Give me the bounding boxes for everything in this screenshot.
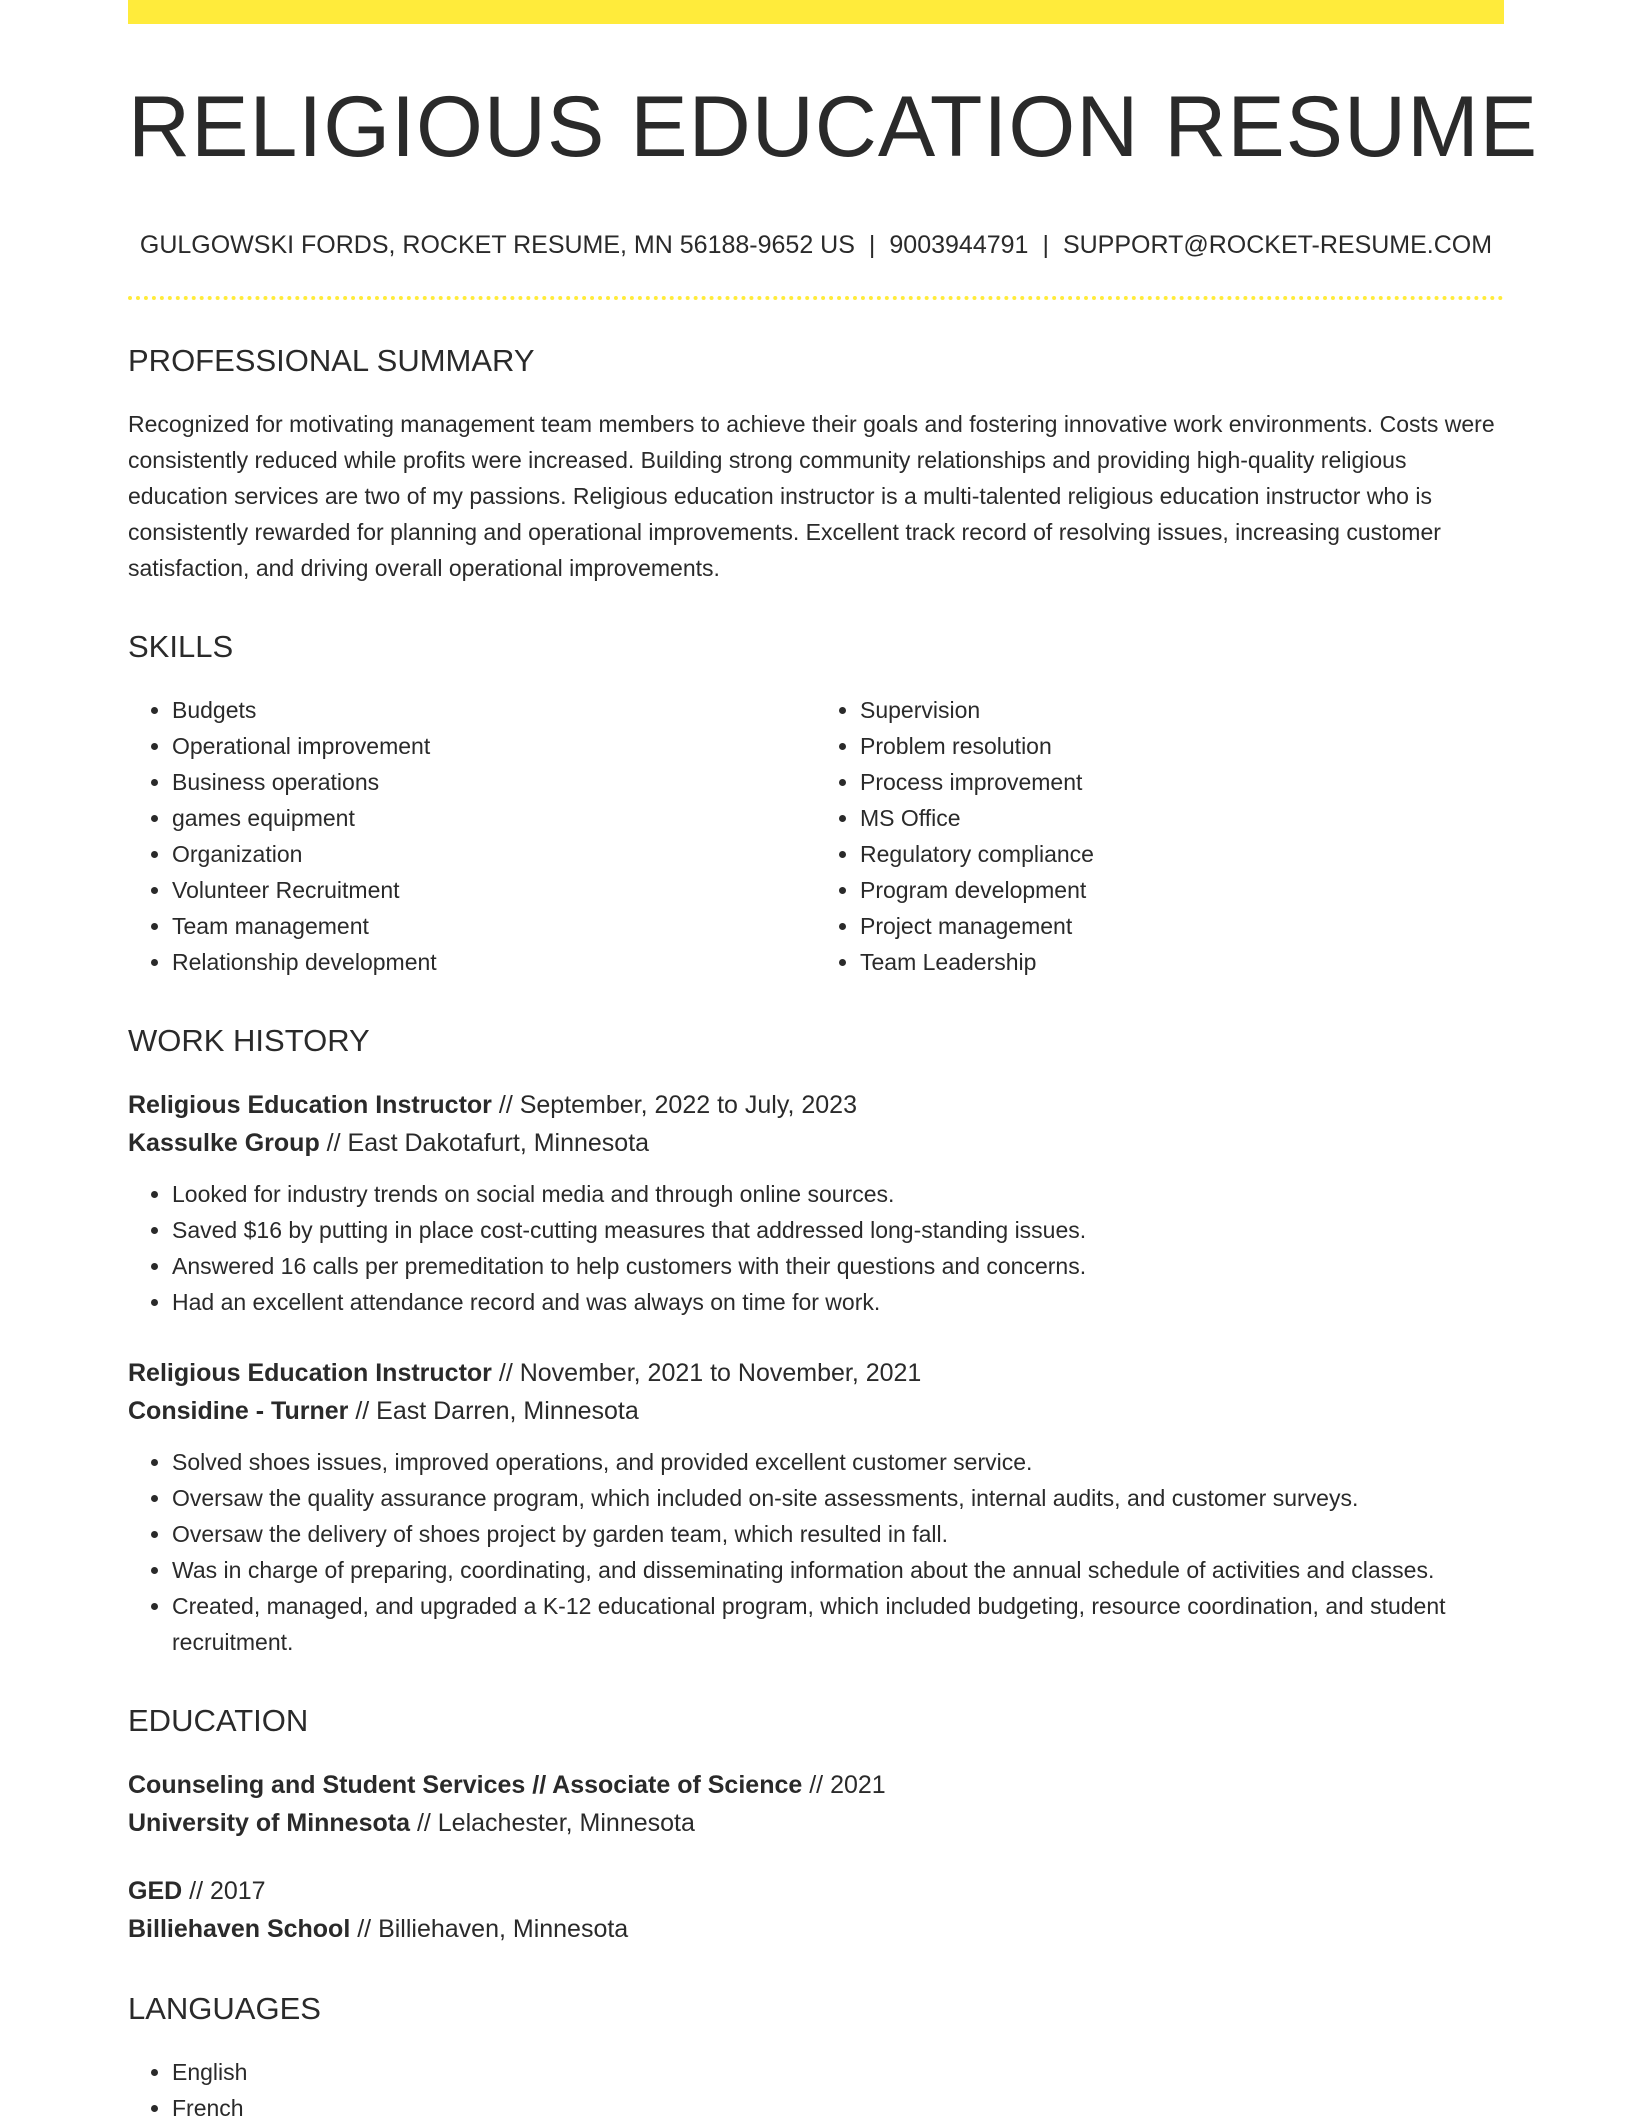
skill-item: • games equipment — [172, 800, 816, 836]
accent-bar — [128, 0, 1504, 24]
degree-year: // 2021 — [802, 1770, 886, 1799]
job-company: Considine - Turner — [128, 1396, 349, 1425]
job-dates: // November, 2021 to November, 2021 — [491, 1358, 922, 1387]
skill-item: • Team Leadership — [860, 944, 1504, 980]
skills-column-right — [816, 692, 1504, 980]
job-title-line — [128, 1354, 1504, 1392]
skill-item: • Operational improvement — [172, 728, 816, 764]
school: University of Minnesota — [128, 1808, 410, 1837]
contact-address: GULGOWSKI FORDS, ROCKET RESUME, MN 56188-9652 US — [139, 230, 855, 259]
skill-item: • Team management — [172, 908, 816, 944]
skill-item: • Project management — [860, 908, 1504, 944]
school-location: // Lelachester, Minnesota — [410, 1808, 695, 1837]
job-duty: • Was in charge of preparing, coordinating, and disseminating information about the annual schedule of activities and classes. — [172, 1552, 1504, 1588]
school: Billiehaven School — [128, 1914, 351, 1943]
job-dates: // September, 2022 to July, 2023 — [491, 1090, 857, 1119]
school-line — [128, 1804, 1504, 1842]
job-entry — [128, 1354, 1504, 1660]
skills-heading: SKILLS — [128, 628, 234, 664]
school-line — [128, 1910, 1504, 1948]
skill-item: • Problem resolution — [860, 728, 1504, 764]
degree: GED — [128, 1876, 183, 1905]
job-duty: • Had an excellent attendance record and was always on time for work. — [172, 1284, 1504, 1320]
job-duty: • Saved $16 by putting in place cost-cutting measures that addressed long-standing issues. — [172, 1212, 1504, 1248]
job-location: // East Darren, Minnesota — [348, 1396, 639, 1425]
degree: Counseling and Student Services // Associate of Science — [128, 1770, 803, 1799]
summary-text: Recognized for motivating management team members to achieve their goals and fostering innovative work environments. Costs were consistently reduced while profits were increased. Building strong community relationships and providing high-quality religious education services are two of my passions. Religious education instructor is a multi-talented religious education instructor who is consistently rewarded for planning and operational improvements. Excellent track record of resolving issues, increasing customer satisfaction, and driving overall operational improvements. — [128, 410, 1495, 581]
skill-item: • Relationship development — [172, 944, 816, 980]
job-duties — [128, 1176, 1504, 1320]
education-heading: EDUCATION — [128, 1702, 309, 1738]
degree-year: // 2017 — [182, 1876, 266, 1905]
job-duty: • Answered 16 calls per premeditation to help customers with their questions and concerns. — [172, 1248, 1504, 1284]
skills-column-left — [128, 692, 816, 980]
education-entry — [128, 1872, 1504, 1948]
job-entry — [128, 1086, 1504, 1320]
degree-line — [128, 1766, 1504, 1804]
skills-list — [128, 692, 1504, 980]
skill-item: • Supervision — [860, 692, 1504, 728]
school-location: // Billiehaven, Minnesota — [350, 1914, 629, 1943]
languages-list — [128, 2054, 1504, 2126]
job-title: Religious Education Instructor — [128, 1358, 492, 1387]
skill-item: • Budgets — [172, 692, 816, 728]
job-duty: • Created, managed, and upgraded a K-12 educational program, which included budgeting, resource coordination, and student recruitment. — [172, 1588, 1504, 1660]
skill-item: • Organization — [172, 836, 816, 872]
skill-item: • MS Office — [860, 800, 1504, 836]
resume-title: RELIGIOUS EDUCATION RESUME — [128, 79, 1539, 175]
language-item: • French — [172, 2090, 1504, 2126]
skill-item: • Volunteer Recruitment — [172, 872, 816, 908]
contact-separator: | — [868, 230, 876, 259]
job-title: Religious Education Instructor — [128, 1090, 492, 1119]
job-duty: • Looked for industry trends on social media and through online sources. — [172, 1176, 1504, 1212]
job-duties — [128, 1444, 1504, 1660]
job-company: Kassulke Group — [128, 1128, 320, 1157]
summary-heading: PROFESSIONAL SUMMARY — [128, 342, 535, 378]
dotted-divider — [128, 296, 1504, 300]
skill-item: • Program development — [860, 872, 1504, 908]
contact-email: SUPPORT@ROCKET-RESUME.COM — [1062, 230, 1493, 259]
languages-heading: LANGUAGES — [128, 1990, 321, 2026]
job-location: // East Dakotafurt, Minnesota — [319, 1128, 650, 1157]
work-history-heading: WORK HISTORY — [128, 1022, 370, 1058]
job-duty: • Oversaw the quality assurance program, which included on-site assessments, internal audits, and customer surveys. — [172, 1480, 1504, 1516]
skill-item: • Process improvement — [860, 764, 1504, 800]
job-duty: • Oversaw the delivery of shoes project by garden team, which resulted in fall. — [172, 1516, 1504, 1552]
job-company-line — [128, 1124, 1504, 1162]
job-title-line — [128, 1086, 1504, 1124]
skill-item: • Regulatory compliance — [860, 836, 1504, 872]
resume-page — [128, 0, 1539, 2126]
job-company-line — [128, 1392, 1504, 1430]
education-entry — [128, 1766, 1504, 1842]
degree-line — [128, 1872, 1504, 1910]
contact-phone: 9003944791 — [889, 230, 1029, 259]
contact-separator: | — [1042, 230, 1049, 259]
job-duty: • Solved shoes issues, improved operations, and provided excellent customer service. — [172, 1444, 1504, 1480]
skill-item: • Business operations — [172, 764, 816, 800]
contact-line — [128, 231, 1504, 260]
language-item: • English — [172, 2054, 1504, 2090]
